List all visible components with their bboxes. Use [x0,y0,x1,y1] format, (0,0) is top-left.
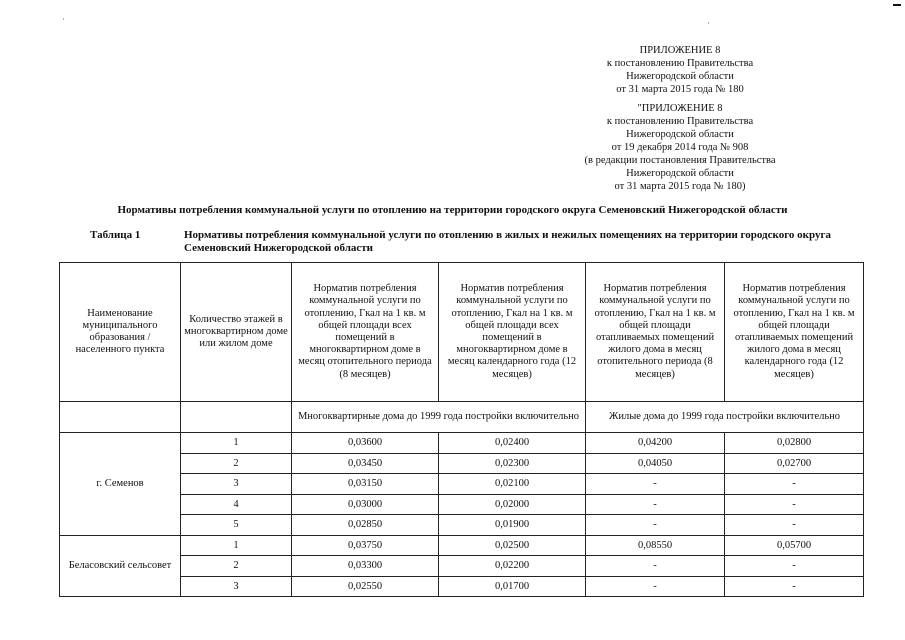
table-row [60,556,864,577]
value-cell: 0,03000 [292,494,439,515]
group-title-house: Жилые дома до 1999 года постройки включительно [586,402,864,433]
scan-corner-mark [893,4,901,6]
appendix-line: ПРИЛОЖЕНИЕ 8 [639,45,721,56]
value-cell: 0,04200 [586,433,725,454]
table-row [60,576,864,597]
value-cell: 0,02500 [439,535,586,556]
table-row [60,535,864,556]
value-cell: - [725,494,864,515]
header-apartment-12-months: Норматив потребления коммунальной услуги по отоплению, Гкал на 1 кв. м общей площади всех помещений в многоквартирном доме в месяц календарного года (12 месяцев) [439,263,586,402]
appendix-line: (в редакции постановления Правительства [584,155,776,166]
appendix-line: Нижегородской области [626,129,734,140]
header-floors: Количество этажей в многоквартирном доме или жилом доме [181,263,292,402]
value-cell: 0,01900 [439,515,586,536]
appendix-line: к постановлению Правительства [606,116,754,127]
empty-cell [181,402,292,433]
value-cell: 0,05700 [725,535,864,556]
value-cell: 0,03750 [292,535,439,556]
appendix-line: от 19 декабря 2014 года № 908 [611,142,749,153]
appendix-line: Нижегородской области [626,168,734,179]
table-caption: Нормативы потребления коммунальной услуги по отоплению в жилых и нежилых помещениях на территории городского округа Семеновский Нижегородской области [184,229,831,254]
scan-speck: · [707,18,710,28]
value-cell: 0,03150 [292,474,439,495]
value-cell: 0,02800 [725,433,864,454]
value-cell: 0,02550 [292,576,439,597]
appendix-header-previous [560,102,800,193]
value-cell: - [586,474,725,495]
value-cell: 0,02200 [439,556,586,577]
group-title-row [60,402,864,433]
empty-cell [60,402,181,433]
value-cell: 0,04050 [586,453,725,474]
value-cell: - [725,474,864,495]
municipality-cell: Беласовский сельсовет [60,535,181,597]
value-cell: 0,02100 [439,474,586,495]
table-row [60,515,864,536]
table-row [60,494,864,515]
value-cell: 0,02400 [439,433,586,454]
value-cell: - [586,576,725,597]
floors-cell: 1 [181,433,292,454]
municipality-cell: г. Семенов [60,433,181,536]
table-label: Таблица 1 [90,229,141,241]
floors-cell: 5 [181,515,292,536]
appendix-line: к постановлению Правительства [606,58,754,69]
value-cell: 0,03600 [292,433,439,454]
value-cell: - [725,515,864,536]
floors-cell: 3 [181,576,292,597]
value-cell: 0,01700 [439,576,586,597]
header-house-12-months: Норматив потребления коммунальной услуги по отоплению, Гкал на 1 кв. м общей площади отапливаемых помещений жилого дома в месяц календарного года (12 месяцев) [725,263,864,402]
table-row [60,433,864,454]
value-cell: - [586,494,725,515]
appendix-header-current [560,44,800,96]
header-municipality: Наименование муниципального образования / населенного пункта [60,263,181,402]
group-title-apartment: Многоквартирные дома до 1999 года постройки включительно [292,402,586,433]
value-cell: 0,03450 [292,453,439,474]
appendix-line: "ПРИЛОЖЕНИЕ 8 [637,103,723,114]
value-cell: 0,03300 [292,556,439,577]
value-cell: - [586,515,725,536]
table-row [60,474,864,495]
value-cell: 0,02300 [439,453,586,474]
table-header-row [60,263,864,402]
floors-cell: 1 [181,535,292,556]
value-cell: 0,02700 [725,453,864,474]
floors-cell: 2 [181,556,292,577]
header-apartment-8-months: Норматив потребления коммунальной услуги по отоплению, Гкал на 1 кв. м общей площади всех помещений в многоквартирном доме в месяц отопительного периода (8 месяцев) [292,263,439,402]
floors-cell: 4 [181,494,292,515]
value-cell: - [725,556,864,577]
appendix-line: от 31 марта 2015 года № 180) [614,181,746,192]
value-cell: 0,02000 [439,494,586,515]
floors-cell: 3 [181,474,292,495]
table-row [60,453,864,474]
value-cell: 0,08550 [586,535,725,556]
heating-norms-table [59,262,864,597]
header-house-8-months: Норматив потребления коммунальной услуги по отоплению, Гкал на 1 кв. м общей площади отапливаемых помещений жилого дома в месяц отопительного периода (8 месяцев) [586,263,725,402]
scan-speck: · [62,14,65,24]
appendix-line: Нижегородской области [626,71,734,82]
value-cell: 0,02850 [292,515,439,536]
floors-cell: 2 [181,453,292,474]
appendix-line: от 31 марта 2015 года № 180 [616,84,744,95]
document-title: Нормативы потребления коммунальной услуги по отоплению на территории городского округа Семеновский Нижегородской области [117,204,788,216]
value-cell: - [725,576,864,597]
value-cell: - [586,556,725,577]
